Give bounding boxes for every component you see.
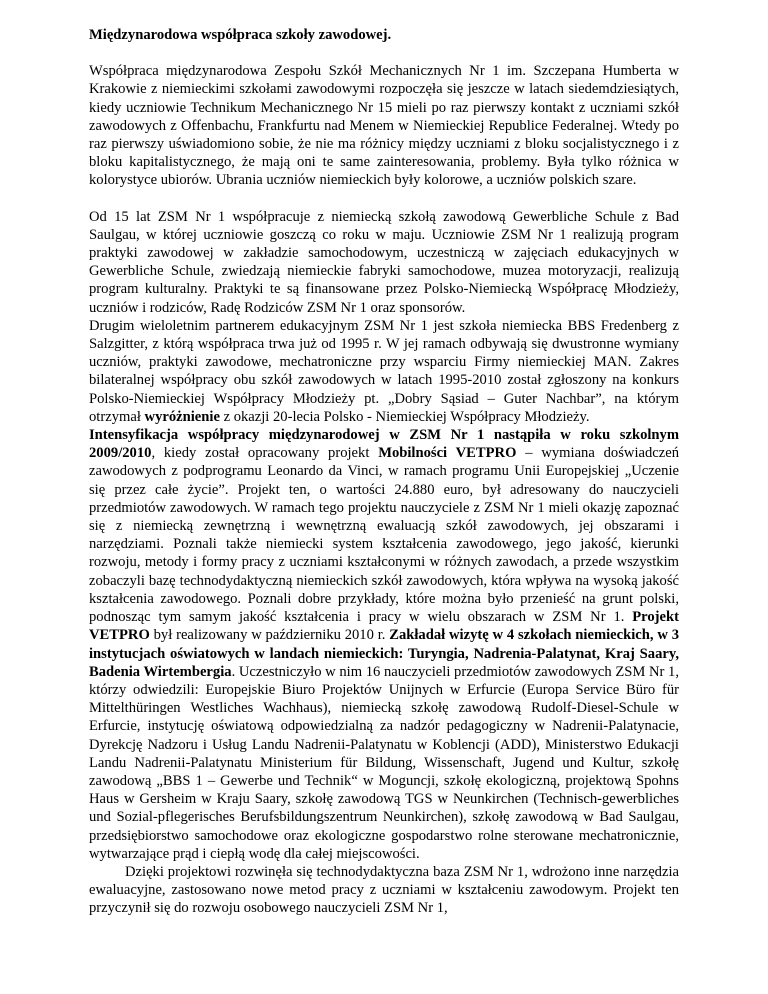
vetpro-text-2: – wymiana doświadczeń zawodowych z podprogramu Leonardo da Vinci, w ramach programu Unii Europejskiej „Uczenie się przez całe życie”. Projekt ten, o wartości 24.880 euro, był adresowany do nauczycieli przedmiotów zawodowych. W ramach tego projektu nauczyciele z ZSM Nr 1 mieli okazję zapoznać się z niemiecką zewnętrzną i wewnętrzną ewaluacją szkół zawodowych, jej obszarami i narzędziami. Poznali także niemiecki system kształcenia zawodowego, jego jakość, kierunki rozwoju, metody i formy pracy z uczniami kształconymi w różnych zawodach, a przede wszystkim zobaczyli bazę technodydaktyczną niemieckich szkół zawodowych, która wpływa na wysoką jakość kształcenia zawodowego. Poznali dobre przykłady, które można było przenieść na grunt polski, podnosząc tym samym jakość kształcenia i pracy w wielu obszarach w ZSM Nr 1. xyxy=(89,445,679,626)
vetpro-text-1: , kiedy został opracowany projekt xyxy=(151,445,379,462)
vetpro-visit-summary: Zakładał wizytę w 4 szkołach niemieckich, w 3 instytucjach oświatowych w landach niemieckich: Turyngia, Nadrenia-Palatynat, Kraj Saary, Badenia Wirtembergia xyxy=(89,627,679,680)
paragraph-history: Współpraca międzynarodowa Zespołu Szkół Mechanicznych Nr 1 im. Szczepana Humberta w Krakowie z niemieckimi szkołami zawodowymi rozpoczęła się jeszcze w latach siedemdziesiątych, kiedy uczniowie Technikum Mechanicznego Nr 15 mieli po raz pierwszy kontakt z uczniami szkół zawodowych z Offenbachu, Frankfurtu nad Menem w Niemieckiej Republice Federalnej. Wtedy po raz pierwszy uświadomiono sobie, że nie ma różnicy między uczniami z bloku socjalistycznego i z bloku kapitalistycznego, że mają oni te same zainteresowania, problemy. Była tylko różnica w kolorystyce ubiorów. Ubrania uczniów niemieckich były kolorowe, a uczniów polskich szare. xyxy=(89,63,679,189)
vetpro-project-label: Projekt VETPRO xyxy=(89,609,679,644)
vetpro-text-3: był realizowany w październiku 2010 r. xyxy=(149,627,390,644)
intensification-heading: Intensyfikacja współpracy międzynarodowej w ZSM Nr 1 nastąpiła w roku szkolnym 2009/2010 xyxy=(89,427,679,462)
paragraph-vetpro xyxy=(89,426,679,863)
paragraph-salzgitter xyxy=(89,317,679,426)
vetpro-project-name: Mobilności VETPRO xyxy=(378,445,517,462)
document-title: Międzynarodowa współpraca szkoły zawodowej. xyxy=(89,27,392,43)
paragraph-salzgitter-end: z okazji 20-lecia Polsko - Niemieckiej Współpracy Młodzieży. xyxy=(219,408,590,425)
award-highlight: wyróżnienie xyxy=(144,408,220,425)
vetpro-text-4: . Uczestniczyło w nim 16 nauczycieli przedmiotów zawodowych ZSM Nr 1, którzy odwiedzili: Europejskie Biuro Projektów Unijnych w Erfurcie (Europa Service Büro für Mittelthüringen Westliches Wachhaus), niemiecką szkołę zawodową Rudolf-Diesel-Schule w Erfurcie, instytucję oświatową odpowiedzialną za nadzór pedagogiczny w Nadrenii-Palatynacie, Dyrekcję Nadzoru i Usług Landu Nadrenii-Palatynatu w Koblencji (ADD), Ministerstwo Edukacji Landu Nadrenii-Palatynatu Ministerium für Bildung, Wissenschaft, Jugend und Kultur, szkołę zawodową „BBS 1 – Gewerbe und Technik“ w Moguncji, szkołę ekologiczną, projektową Spohns Haus w Gersheim w Kraju Saary, szkołę zawodową TGS w Neunkirchen (Technisch-gewerbliches und Sozial-pflegerisches Berufsbildungszentrum Neunkirchen), szkołę zawodową w Bad Saulgau, przedsiębiorstwo samochodowe oraz ekologiczne gospodarstwo rolne sterowane mechatronicznie, wytwarzające prąd i ciepłą wodę dla całej miejscowości. xyxy=(89,663,679,862)
paragraph-bad-saulgau: Od 15 lat ZSM Nr 1 współpracuje z niemiecką szkołą zawodową Gewerbliche Schule z Bad Saulgau, w której uczniowie goszczą co roku w maju. Uczniowie ZSM Nr 1 realizują program praktyki zawodowej w zakładzie samochodowym, uczestniczą w zajęciach edukacyjnych w Gewerbliche Schule, zwiedzają niemieckie fabryki samochodowe, muzea motoryzacji, realizują program kulturalny. Praktyki te są finansowane przez Polsko-Niemiecką Współpracę Młodzieży, uczniów i rodziców, Radę Rodziców ZSM Nr 1 oraz sponsorów. xyxy=(89,208,679,316)
paragraph-salzgitter-text: Drugim wieloletnim partnerem edukacyjnym ZSM Nr 1 jest szkoła niemiecka BBS Fredenberg z Salzgitter, z którą współpraca trwa już od 1995 r. W jej ramach odbywają się dwustronne wymiany uczniów, praktyki zawodowe, mechatroniczne przy wsparciu Firmy niemieckiej MAN. Zakres bilateralnej współpracy obu szkół zawodowych w latach 1995-2010 został zgłoszony na konkurs Polsko-Niemieckiej Współpracy Młodzieży pt. „Dobry Sąsiad – Guter Nachbar”, na którym otrzymał xyxy=(89,317,679,425)
paragraph-outcomes: Dzięki projektowi rozwinęła się technodydaktyczna baza ZSM Nr 1, wdrożono inne narzędzia ewaluacyjne, zastosowano nowe metod pracy z uczniami w kształceniu zawodowym. Projekt ten przyczynił się do rozwoju osobowego nauczycieli ZSM Nr 1, xyxy=(89,863,679,917)
